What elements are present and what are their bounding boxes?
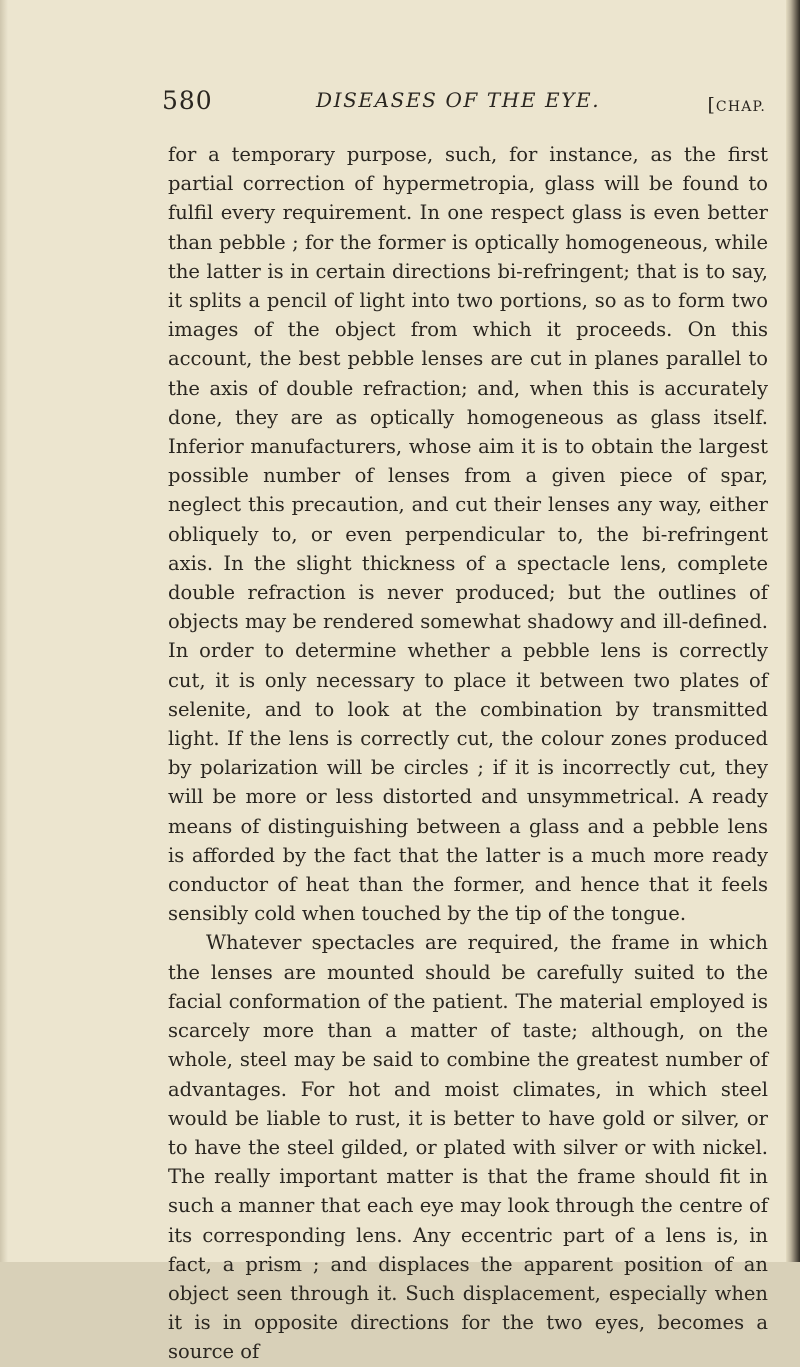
chapter-mark [708,94,767,116]
paragraph-continued: for a temporary purpose, such, for instance, as the first partial correction of hypermetropia, glass will be found to fulfil every requirement. In one respect glass is even better than pebble ; for the former is optically homogeneous, while the latter is in certain directions bi-refringent; that is to say, it splits a pencil of light into two portions, so as to form two images of the object from which it proceeds. On this account, the best pebble lenses are cut in planes parallel to the axis of double refraction; and, when this is accurately done, they are as optically homogeneous as glass itself. Inferior manufacturers, whose aim it is to obtain the largest possible number of lenses from a given piece of spar, neglect this precaution, and cut their lenses any way, either obliquely to, or even perpendicular to, the bi-refringent axis. In the slight thickness of a spectacle lens, complete double refraction is never produced; but the outlines of objects may be rendered somewhat shadowy and ill-defined. In order to determine whether a pebble lens is correctly cut, it is only necessary to place it between two plates of selenite, and to look at the combination by transmitted light. If the lens is correctly cut, the colour zones produced by polarization will be circles ; if it is incorrectly cut, they will be more or less distorted and unsymmetrical. A ready means of distinguishing between a glass and a pebble lens is afforded by the fact that the latter is a much more ready conductor of heat than the former, and hence that it feels sensibly cold when touched by the tip of the tongue. [168,143,768,926]
running-header [162,84,766,120]
running-title: DISEASES OF THE EYE. [316,88,601,112]
page-number: 580 [162,86,213,115]
chapter-mark-bracket: [ [707,94,716,116]
body-text [168,140,768,1367]
page-edge-binding-shadow [786,0,800,1262]
paragraph-spectacle-frames: Whatever spectacles are required, the frame in which the lenses are mounted should be carefully suited to the facial conformation of the patient. The material employed is scarcely more than a matter of taste; although, on the whole, steel may be said to combine the greatest number of advantages. For hot and moist climates, in which steel would be liable to rust, it is better to have gold or silver, or to have the steel gilded, or plated with silver or with nickel. The really important matter is that the frame should fit in such a manner that each eye may look through the centre of its corresponding lens. Any eccentric part of a lens is, in fact, a prism ; and displaces the apparent position of an object seen through it. Such displacement, especially when it is in opposite directions for the two eyes, becomes a source of [168,931,768,1364]
chapter-mark-label: CHAP. [715,99,766,115]
page-left-shadow [0,0,8,1262]
